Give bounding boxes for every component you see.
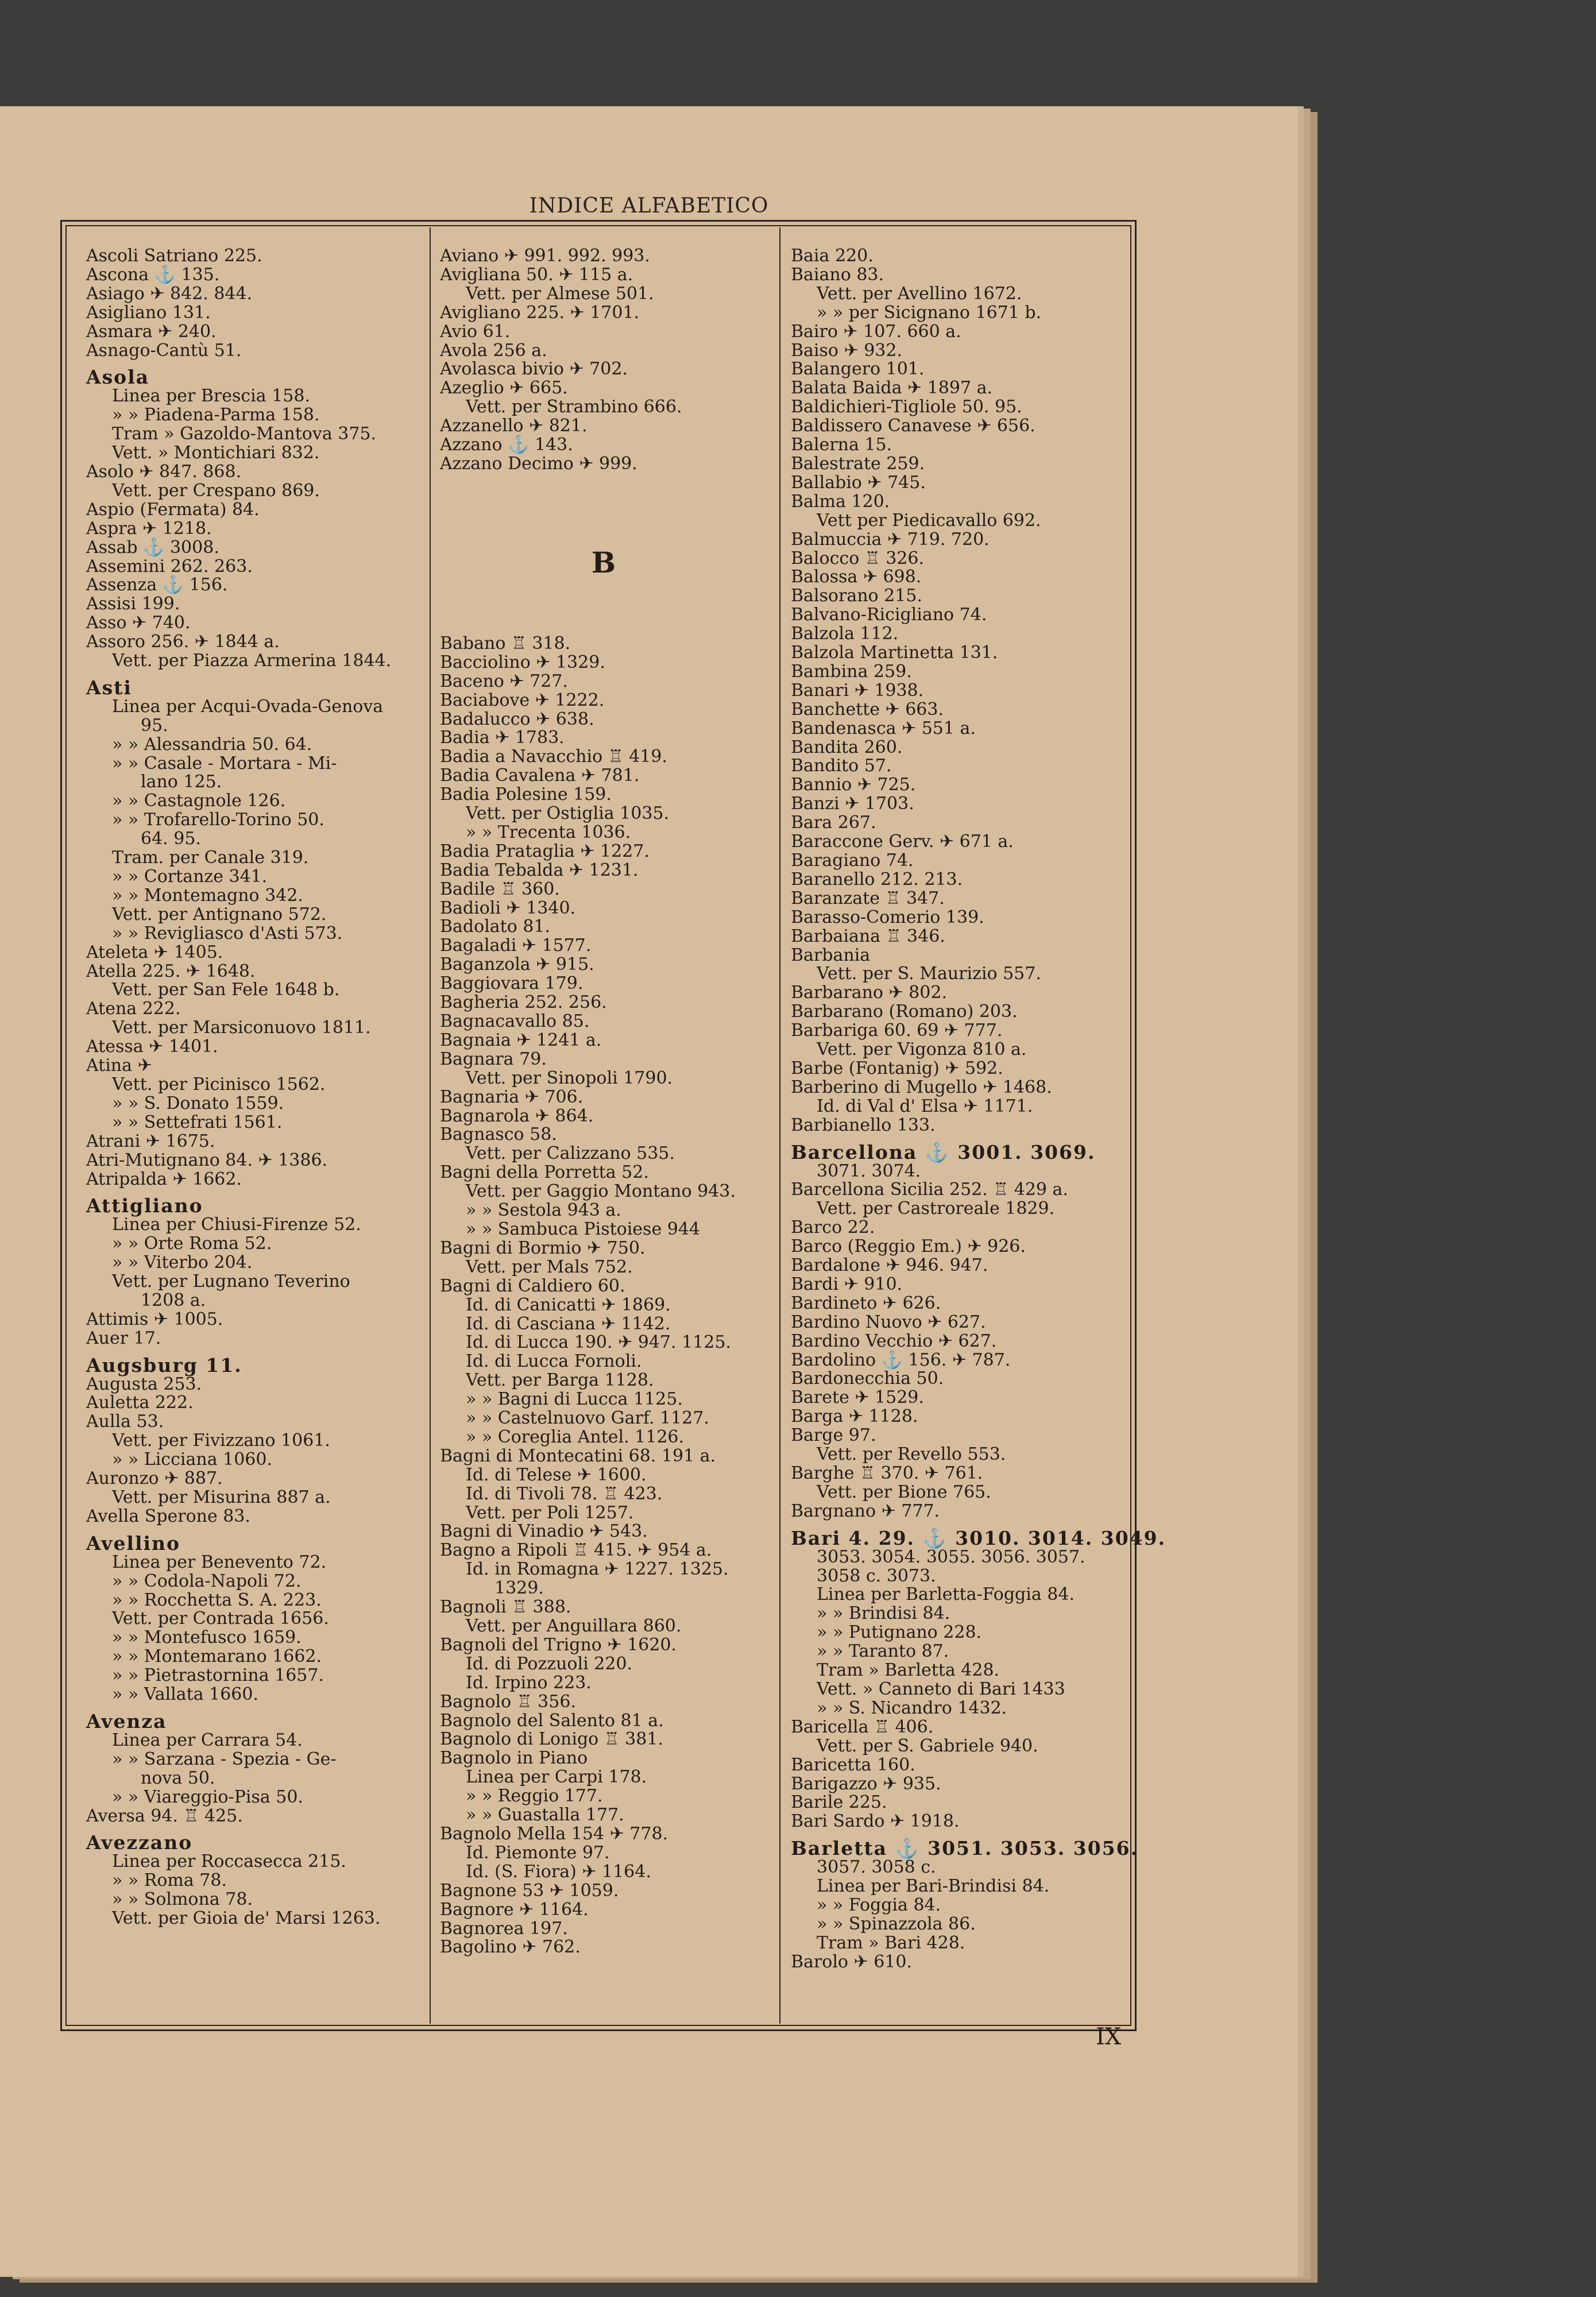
index-entry: Avella Sperone 83. bbox=[86, 1506, 250, 1526]
index-column-2 bbox=[440, 247, 767, 2021]
index-entry: Vett. per Fivizzano 1061. bbox=[112, 1430, 330, 1451]
index-entry: Linea per Barletta-Foggia 84. bbox=[817, 1584, 1075, 1605]
index-entry: Linea per Chiusi-Firenze 52. bbox=[112, 1215, 361, 1235]
index-entry: Vett. per Antignano 572. bbox=[112, 904, 327, 925]
index-entry: Bardi ✈ 910. bbox=[791, 1274, 903, 1294]
index-entry: Asolo ✈ 847. 868. bbox=[86, 461, 242, 482]
index-entry: Bagnore ✈ 1164. bbox=[440, 1899, 589, 1920]
index-entry: 1329. bbox=[494, 1578, 544, 1599]
column-rule bbox=[779, 227, 780, 2024]
index-entry: Avigliana 50. ✈ 115 a. bbox=[440, 264, 633, 285]
index-entry: Atri-Mutignano 84. ✈ 1386. bbox=[86, 1150, 328, 1170]
index-entry: Balzola 112. bbox=[791, 624, 899, 644]
index-entry: Linea per Acqui-Ovada-Genova bbox=[112, 696, 384, 717]
index-entry: Babano ♖ 318. bbox=[440, 633, 571, 653]
index-entry: Bagnasco 58. bbox=[440, 1124, 557, 1145]
index-entry: 95. bbox=[141, 715, 168, 736]
index-entry: Vett. per S. Maurizio 557. bbox=[817, 964, 1041, 984]
index-entry: » » Revigliasco d'Asti 573. bbox=[112, 923, 343, 943]
index-entry: Banchette ✈ 663. bbox=[791, 699, 944, 720]
index-entry: Bandenasca ✈ 551 a. bbox=[791, 718, 976, 738]
index-entry: Atina ✈ bbox=[86, 1055, 152, 1076]
index-entry: Asnago-Cantù 51. bbox=[86, 340, 242, 361]
index-entry: Vett. per Contrada 1656. bbox=[112, 1608, 329, 1629]
index-entry: Tram » Barletta 428. bbox=[817, 1660, 1000, 1681]
index-entry: Id. di Tivoli 78. ♖ 423. bbox=[466, 1483, 663, 1504]
index-entry: Bagnorea 197. bbox=[440, 1918, 568, 1939]
index-entry: Ballabio ✈ 745. bbox=[791, 472, 926, 493]
index-entry: Vett. per Bione 765. bbox=[817, 1482, 991, 1502]
index-entry: Auer 17. bbox=[86, 1328, 161, 1348]
index-entry: Id. (S. Fiora) ✈ 1164. bbox=[466, 1861, 651, 1882]
index-entry: 1208 a. bbox=[141, 1290, 206, 1310]
index-entry: Vett. per San Fele 1648 b. bbox=[112, 980, 340, 1000]
index-entry: » » Alessandria 50. 64. bbox=[112, 734, 312, 755]
index-entry: Baragiano 74. bbox=[791, 850, 914, 871]
index-entry: » » Bagni di Lucca 1125. bbox=[466, 1389, 683, 1410]
index-entry: Balsorano 215. bbox=[791, 586, 922, 606]
index-entry: Tram » Bari 428. bbox=[817, 1932, 965, 1953]
column-rule bbox=[430, 227, 431, 2024]
index-entry: Bagaladi ✈ 1577. bbox=[440, 935, 592, 956]
index-entry: 3058 c. 3073. bbox=[817, 1565, 936, 1586]
index-entry: Bagnoli del Trigno ✈ 1620. bbox=[440, 1634, 677, 1655]
index-entry: Barberino di Mugello ✈ 1468. bbox=[791, 1077, 1052, 1097]
index-entry: 3057. 3058 c. bbox=[817, 1857, 936, 1878]
index-entry: Baggiovara 179. bbox=[440, 973, 583, 994]
index-entry: Vett. per Picinisco 1562. bbox=[112, 1074, 326, 1095]
index-entry: » » Settefrati 1561. bbox=[112, 1112, 283, 1132]
index-entry: » » Codola-Napoli 72. bbox=[112, 1571, 302, 1591]
index-entry: Bannio ✈ 725. bbox=[791, 775, 916, 795]
index-entry: Atrani ✈ 1675. bbox=[86, 1131, 215, 1151]
index-entry: Vett. per Ostiglia 1035. bbox=[466, 803, 670, 824]
index-entry: Baldichieri-Tigliole 50. 95. bbox=[791, 397, 1022, 417]
index-entry: Id. di Pozzuoli 220. bbox=[466, 1653, 633, 1674]
index-entry: Baraccone Gerv. ✈ 671 a. bbox=[791, 832, 1014, 852]
index-entry: Bara 267. bbox=[791, 813, 876, 833]
index-entry: » » Piadena-Parma 158. bbox=[112, 405, 320, 426]
index-entry: Barco (Reggio Em.) ✈ 926. bbox=[791, 1236, 1026, 1257]
index-entry: Barco 22. bbox=[791, 1217, 875, 1238]
index-entry: Augusta 253. bbox=[86, 1374, 202, 1394]
index-entry: Vett. per Mals 752. bbox=[466, 1256, 633, 1277]
index-heading: Avenza bbox=[86, 1710, 167, 1733]
index-entry: Bagnolo in Piano bbox=[440, 1748, 588, 1769]
index-entry: » » Sestola 943 a. bbox=[466, 1200, 621, 1221]
index-entry: » » Spinazzola 86. bbox=[817, 1913, 976, 1934]
index-entry: » » Foggia 84. bbox=[817, 1894, 941, 1915]
index-entry: Ascoli Satriano 225. bbox=[86, 246, 262, 266]
index-entry: Id. in Romagna ✈ 1227. 1325. bbox=[466, 1559, 729, 1580]
index-entry: Barbe (Fontanig) ✈ 592. bbox=[791, 1058, 1003, 1078]
index-entry: Bagnacavallo 85. bbox=[440, 1011, 590, 1031]
index-entry: Asmara ✈ 240. bbox=[86, 321, 217, 342]
index-entry: Vett. per Calizzano 535. bbox=[466, 1143, 675, 1164]
index-entry: Id. di Canicatti ✈ 1869. bbox=[466, 1294, 671, 1315]
index-entry: Bargnano ✈ 777. bbox=[791, 1501, 940, 1521]
index-entry: Vett. per Almese 501. bbox=[466, 283, 654, 304]
index-entry: Linea per Carpi 178. bbox=[466, 1767, 647, 1788]
index-entry: Ateleta ✈ 1405. bbox=[86, 942, 223, 962]
index-entry: Asiago ✈ 842. 844. bbox=[86, 283, 253, 304]
index-entry: Vett. per Misurina 887 a. bbox=[112, 1487, 331, 1507]
index-entry: Bagni della Porretta 52. bbox=[440, 1162, 649, 1183]
index-entry: Vett. per Revello 553. bbox=[817, 1444, 1006, 1465]
index-entry: Balmuccia ✈ 719. 720. bbox=[791, 529, 990, 550]
index-entry: Barcellona Sicilia 252. ♖ 429 a. bbox=[791, 1180, 1068, 1200]
index-heading: B bbox=[591, 545, 616, 579]
index-heading: Attigliano bbox=[86, 1194, 203, 1217]
index-entry: Barile 225. bbox=[791, 1792, 887, 1813]
index-entry: Balocco ♖ 326. bbox=[791, 548, 925, 569]
index-entry: Baricella ♖ 406. bbox=[791, 1716, 934, 1737]
index-entry: Vett. per Gioia de' Marsi 1263. bbox=[112, 1908, 381, 1929]
index-entry: Baranello 212. 213. bbox=[791, 869, 963, 890]
index-entry: Atessa ✈ 1401. bbox=[86, 1037, 218, 1057]
index-entry: Id. di Lucca 190. ✈ 947. 1125. bbox=[466, 1332, 731, 1353]
index-entry: Vett. per Barga 1128. bbox=[466, 1370, 654, 1391]
index-entry: Vett. » Montichiari 832. bbox=[112, 443, 320, 463]
index-entry: Asigliano 131. bbox=[86, 302, 211, 323]
index-entry: » » Trecenta 1036. bbox=[466, 822, 631, 842]
index-entry: » » per Sicignano 1671 b. bbox=[817, 302, 1042, 323]
index-entry: Azeglio ✈ 665. bbox=[440, 378, 568, 399]
index-entry: Aulla 53. bbox=[86, 1412, 164, 1432]
index-entry: » » Montemarano 1662. bbox=[112, 1646, 322, 1667]
index-entry: Bagheria 252. 256. bbox=[440, 992, 607, 1013]
index-entry: Bambina 259. bbox=[791, 661, 912, 682]
index-entry: Barete ✈ 1529. bbox=[791, 1387, 924, 1408]
index-entry: » » Coreglia Antel. 1126. bbox=[466, 1426, 685, 1447]
index-entry: Avola 256 a. bbox=[440, 340, 547, 361]
index-entry: Id. Irpino 223. bbox=[466, 1672, 592, 1693]
page-number: IX bbox=[1096, 2024, 1122, 2050]
index-entry: Tram » Gazoldo-Mantova 375. bbox=[112, 424, 377, 444]
index-heading: Barletta ⚓ 3051. 3053. 3056. bbox=[791, 1837, 1139, 1860]
index-entry: » » Solmona 78. bbox=[112, 1889, 253, 1910]
index-entry: Assab ⚓ 3008. bbox=[86, 537, 219, 558]
index-entry: Bardolino ⚓ 156. ✈ 787. bbox=[791, 1349, 1011, 1370]
index-entry: Azzanello ✈ 821. bbox=[440, 416, 588, 436]
index-entry: Aspio (Fermata) 84. bbox=[86, 499, 260, 520]
index-entry: Badia Polesine 159. bbox=[440, 784, 612, 805]
index-entry: Barbarano ✈ 802. bbox=[791, 983, 947, 1003]
index-entry: » » Reggio 177. bbox=[466, 1786, 603, 1807]
index-entry: 3071. 3074. bbox=[817, 1161, 921, 1181]
index-heading: Bari 4. 29. ⚓ 3010. 3014. 3049. bbox=[791, 1526, 1166, 1549]
index-entry: Baiso ✈ 932. bbox=[791, 340, 902, 361]
index-entry: Atripalda ✈ 1662. bbox=[86, 1169, 242, 1189]
index-entry: nova 50. bbox=[141, 1768, 215, 1788]
index-entry: Vett. per Marsiconuovo 1811. bbox=[112, 1018, 371, 1038]
index-entry: Avigliano 225. ✈ 1701. bbox=[440, 302, 640, 323]
index-entry: Balossa ✈ 698. bbox=[791, 567, 922, 587]
index-entry: Banari ✈ 1938. bbox=[791, 680, 924, 701]
index-entry: Linea per Roccasecca 215. bbox=[112, 1851, 346, 1872]
index-entry: Bagni di Bormio ✈ 750. bbox=[440, 1238, 646, 1258]
index-entry: Bagni di Vinadio ✈ 543. bbox=[440, 1521, 648, 1542]
index-entry: Vett. per Castroreale 1829. bbox=[817, 1198, 1055, 1219]
index-entry: Bagnolo ♖ 356. bbox=[440, 1691, 576, 1712]
index-entry: Bagnolo di Lonigo ♖ 381. bbox=[440, 1729, 663, 1750]
index-entry: Bardino Vecchio ✈ 627. bbox=[791, 1331, 997, 1351]
index-entry: Barolo ✈ 610. bbox=[791, 1951, 912, 1972]
index-entry: Linea per Bari-Brindisi 84. bbox=[817, 1876, 1050, 1897]
index-entry: » » S. Donato 1559. bbox=[112, 1093, 284, 1113]
index-column-1 bbox=[86, 247, 425, 2021]
index-entry: Asso ✈ 740. bbox=[86, 613, 191, 633]
index-entry: Badia ✈ 1783. bbox=[440, 728, 565, 748]
index-entry: » » Trofarello-Torino 50. bbox=[112, 810, 324, 830]
index-entry: Bagnoli ♖ 388. bbox=[440, 1597, 571, 1618]
index-entry: » » Pietrastornina 1657. bbox=[112, 1665, 324, 1686]
index-entry: Bagnolo del Salento 81 a. bbox=[440, 1710, 664, 1731]
index-entry: 3053. 3054. 3055. 3056. 3057. bbox=[817, 1546, 1085, 1567]
index-entry: Barbianello 133. bbox=[791, 1115, 936, 1135]
index-entry: Bagnolo Mella 154 ✈ 778. bbox=[440, 1823, 668, 1844]
index-entry: Bardineto ✈ 626. bbox=[791, 1293, 941, 1313]
index-entry: Linea per Brescia 158. bbox=[112, 386, 310, 407]
index-entry: » » Viterbo 204. bbox=[112, 1252, 253, 1273]
index-entry: Bardino Nuovo ✈ 627. bbox=[791, 1312, 986, 1332]
index-entry: Bagnaia ✈ 1241 a. bbox=[440, 1030, 602, 1050]
index-entry: Balma 120. bbox=[791, 491, 890, 512]
index-entry: Balangero 101. bbox=[791, 359, 925, 380]
index-heading: Asti bbox=[86, 676, 132, 699]
index-entry: Vett. per Anguillara 860. bbox=[466, 1616, 682, 1636]
index-entry: Bagnaria ✈ 706. bbox=[440, 1086, 583, 1107]
index-entry: Linea per Carrara 54. bbox=[112, 1730, 303, 1750]
index-entry: Azzano ⚓ 143. bbox=[440, 435, 573, 455]
index-entry: Vett. per Vigonza 810 a. bbox=[817, 1039, 1027, 1060]
index-heading: Avellino bbox=[86, 1532, 181, 1554]
index-entry: Balzola Martinetta 131. bbox=[791, 643, 998, 663]
index-entry: Vett. per Strambino 666. bbox=[466, 397, 682, 417]
index-entry: » » Orte Roma 52. bbox=[112, 1233, 272, 1254]
index-entry: Bari Sardo ✈ 1918. bbox=[791, 1811, 960, 1832]
index-entry: Badia Prataglia ✈ 1227. bbox=[440, 841, 650, 861]
index-entry: Auronzo ✈ 887. bbox=[86, 1468, 223, 1489]
index-entry: » » Casale - Mortara - Mi- bbox=[112, 753, 337, 774]
index-entry: Vett. per Avellino 1672. bbox=[817, 283, 1022, 304]
index-heading: Augsburg 11. bbox=[86, 1354, 242, 1376]
index-entry: Barga ✈ 1128. bbox=[791, 1406, 918, 1427]
index-entry: Assemini 262. 263. bbox=[86, 556, 253, 577]
index-entry: Id. di Telese ✈ 1600. bbox=[466, 1464, 647, 1485]
index-entry: Badia Tebalda ✈ 1231. bbox=[440, 860, 639, 880]
index-entry: » » Sambuca Pistoiese 944 bbox=[466, 1219, 701, 1239]
index-entry: » » Licciana 1060. bbox=[112, 1449, 273, 1470]
index-entry: Bagnone 53 ✈ 1059. bbox=[440, 1880, 619, 1901]
index-entry: Baranzate ♖ 347. bbox=[791, 888, 945, 908]
index-entry: 64. 95. bbox=[141, 829, 201, 849]
index-entry: » » Vallata 1660. bbox=[112, 1684, 259, 1705]
index-entry: Atena 222. bbox=[86, 999, 181, 1019]
index-entry: » » Putignano 228. bbox=[817, 1622, 982, 1643]
index-entry: Assisi 199. bbox=[86, 594, 180, 614]
index-entry: Balerna 15. bbox=[791, 435, 892, 455]
index-entry: Bairo ✈ 107. 660 a. bbox=[791, 321, 961, 342]
index-entry: Bandito 57. bbox=[791, 756, 892, 776]
index-entry: Balata Baida ✈ 1897 a. bbox=[791, 378, 993, 399]
index-entry: Balvano-Ricigliano 74. bbox=[791, 605, 987, 625]
index-entry: Barghe ♖ 370. ✈ 761. bbox=[791, 1463, 983, 1483]
index-entry: Vett. » Canneto di Bari 1433 bbox=[817, 1679, 1065, 1699]
index-entry: » » Cortanze 341. bbox=[112, 867, 268, 887]
index-entry: Assenza ⚓ 156. bbox=[86, 575, 228, 595]
index-entry: Baricetta 160. bbox=[791, 1754, 915, 1775]
index-entry: » » Viareggio-Pisa 50. bbox=[112, 1786, 304, 1807]
index-entry: Bardalone ✈ 946. 947. bbox=[791, 1255, 988, 1276]
index-entry: Atella 225. ✈ 1648. bbox=[86, 961, 256, 981]
index-entry: Aspra ✈ 1218. bbox=[86, 518, 212, 539]
index-entry: Linea per Benevento 72. bbox=[112, 1552, 327, 1572]
index-column-3 bbox=[791, 246, 1166, 2021]
index-entry: Bagnarola ✈ 864. bbox=[440, 1105, 594, 1126]
index-entry: Id. di Casciana ✈ 1142. bbox=[466, 1313, 671, 1334]
index-entry: Barasso-Comerio 139. bbox=[791, 907, 984, 927]
index-entry: Azzano Decimo ✈ 999. bbox=[440, 453, 637, 474]
index-entry: Id. di Lucca Fornoli. bbox=[466, 1351, 642, 1372]
index-entry: Barbarano (Romano) 203. bbox=[791, 1001, 1018, 1022]
index-entry: Bardonecchia 50. bbox=[791, 1368, 944, 1389]
index-entry: Id. di Val d' Elsa ✈ 1171. bbox=[817, 1096, 1033, 1116]
index-heading: Asola bbox=[86, 366, 150, 389]
index-entry: » » Guastalla 177. bbox=[466, 1805, 624, 1826]
index-entry: Vett. per S. Gabriele 940. bbox=[817, 1735, 1038, 1756]
index-entry: Tram. per Canale 319. bbox=[112, 848, 309, 868]
index-entry: Bagni di Caldiero 60. bbox=[440, 1275, 625, 1296]
index-entry: Badile ♖ 360. bbox=[440, 879, 560, 899]
index-entry: Ascona ⚓ 135. bbox=[86, 264, 220, 285]
index-entry: Assoro 256. ✈ 1844 a. bbox=[86, 632, 280, 652]
index-entry: Barge 97. bbox=[791, 1425, 876, 1446]
index-entry: Aversa 94. ♖ 425. bbox=[86, 1805, 243, 1826]
index-entry: » » Sarzana - Spezia - Ge- bbox=[112, 1749, 337, 1769]
index-entry: Baganzola ✈ 915. bbox=[440, 954, 594, 975]
index-entry: Bagolino ✈ 762. bbox=[440, 1937, 581, 1958]
index-entry: » » Castelnuovo Garf. 1127. bbox=[466, 1408, 709, 1429]
index-entry: Barbariga 60. 69 ✈ 777. bbox=[791, 1020, 1003, 1041]
index-entry: Badia Cavalena ✈ 781. bbox=[440, 765, 640, 786]
index-entry: Vett. per Poli 1257. bbox=[466, 1502, 634, 1523]
index-entry: Bagnara 79. bbox=[440, 1049, 547, 1069]
index-entry: Baceno ✈ 727. bbox=[440, 671, 568, 691]
index-entry: » » Taranto 87. bbox=[817, 1641, 949, 1662]
index-entry: Barbania bbox=[791, 945, 871, 965]
index-entry: » » Montemagno 342. bbox=[112, 885, 303, 906]
index-entry: Badolato 81. bbox=[440, 917, 551, 937]
index-entry: » » Rocchetta S. A. 223. bbox=[112, 1590, 322, 1610]
running-head: INDICE ALFABETICO bbox=[529, 194, 769, 218]
index-entry: Avolasca bivio ✈ 702. bbox=[440, 359, 628, 380]
index-entry: Barbaiana ♖ 346. bbox=[791, 926, 945, 946]
index-entry: Badia a Navacchio ♖ 419. bbox=[440, 747, 667, 767]
index-entry: Aviano ✈ 991. 992. 993. bbox=[440, 246, 650, 266]
index-entry: Badioli ✈ 1340. bbox=[440, 898, 576, 918]
index-entry: Balestrate 259. bbox=[791, 453, 925, 474]
index-entry: » » S. Nicandro 1432. bbox=[817, 1697, 1007, 1718]
index-heading: Barcellona ⚓ 3001. 3069. bbox=[791, 1140, 1096, 1163]
index-entry: Baiano 83. bbox=[791, 264, 884, 285]
index-entry: Id. Piemonte 97. bbox=[466, 1842, 610, 1863]
index-entry: Attimis ✈ 1005. bbox=[86, 1309, 223, 1329]
index-entry: Bagni di Montecatini 68. 191 a. bbox=[440, 1445, 716, 1466]
index-heading: Avezzano bbox=[86, 1831, 193, 1854]
index-entry: Bacciolino ✈ 1329. bbox=[440, 652, 605, 672]
index-entry: Vett per Piedicavallo 692. bbox=[817, 510, 1041, 531]
index-entry: » » Montefusco 1659. bbox=[112, 1627, 302, 1648]
index-entry: Vett. per Piazza Armerina 1844. bbox=[112, 651, 392, 671]
index-entry: Auletta 222. bbox=[86, 1393, 194, 1413]
index-entry: Bagno a Ripoli ♖ 415. ✈ 954 a. bbox=[440, 1540, 712, 1561]
index-entry: Vett. per Sinopoli 1790. bbox=[466, 1068, 673, 1088]
index-entry: » » Brindisi 84. bbox=[817, 1603, 950, 1624]
index-entry: Avio 61. bbox=[440, 321, 511, 342]
index-entry: Badalucco ✈ 638. bbox=[440, 709, 594, 729]
index-entry: Banzi ✈ 1703. bbox=[791, 794, 914, 814]
index-entry: Vett. per Crespano 869. bbox=[112, 480, 320, 501]
index-entry: » » Castagnole 126. bbox=[112, 791, 286, 811]
index-entry: » » Roma 78. bbox=[112, 1870, 227, 1891]
index-entry: lano 125. bbox=[141, 772, 222, 792]
index-entry: Baia 220. bbox=[791, 246, 874, 266]
index-entry: Baciabove ✈ 1222. bbox=[440, 690, 605, 710]
index-entry: Baldissero Canavese ✈ 656. bbox=[791, 416, 1035, 436]
index-entry: Vett. per Lugnano Teverino bbox=[112, 1271, 350, 1292]
index-entry: Vett. per Gaggio Montano 943. bbox=[466, 1181, 736, 1202]
index-entry: Barigazzo ✈ 935. bbox=[791, 1773, 941, 1794]
index-entry: Bandita 260. bbox=[791, 737, 903, 757]
